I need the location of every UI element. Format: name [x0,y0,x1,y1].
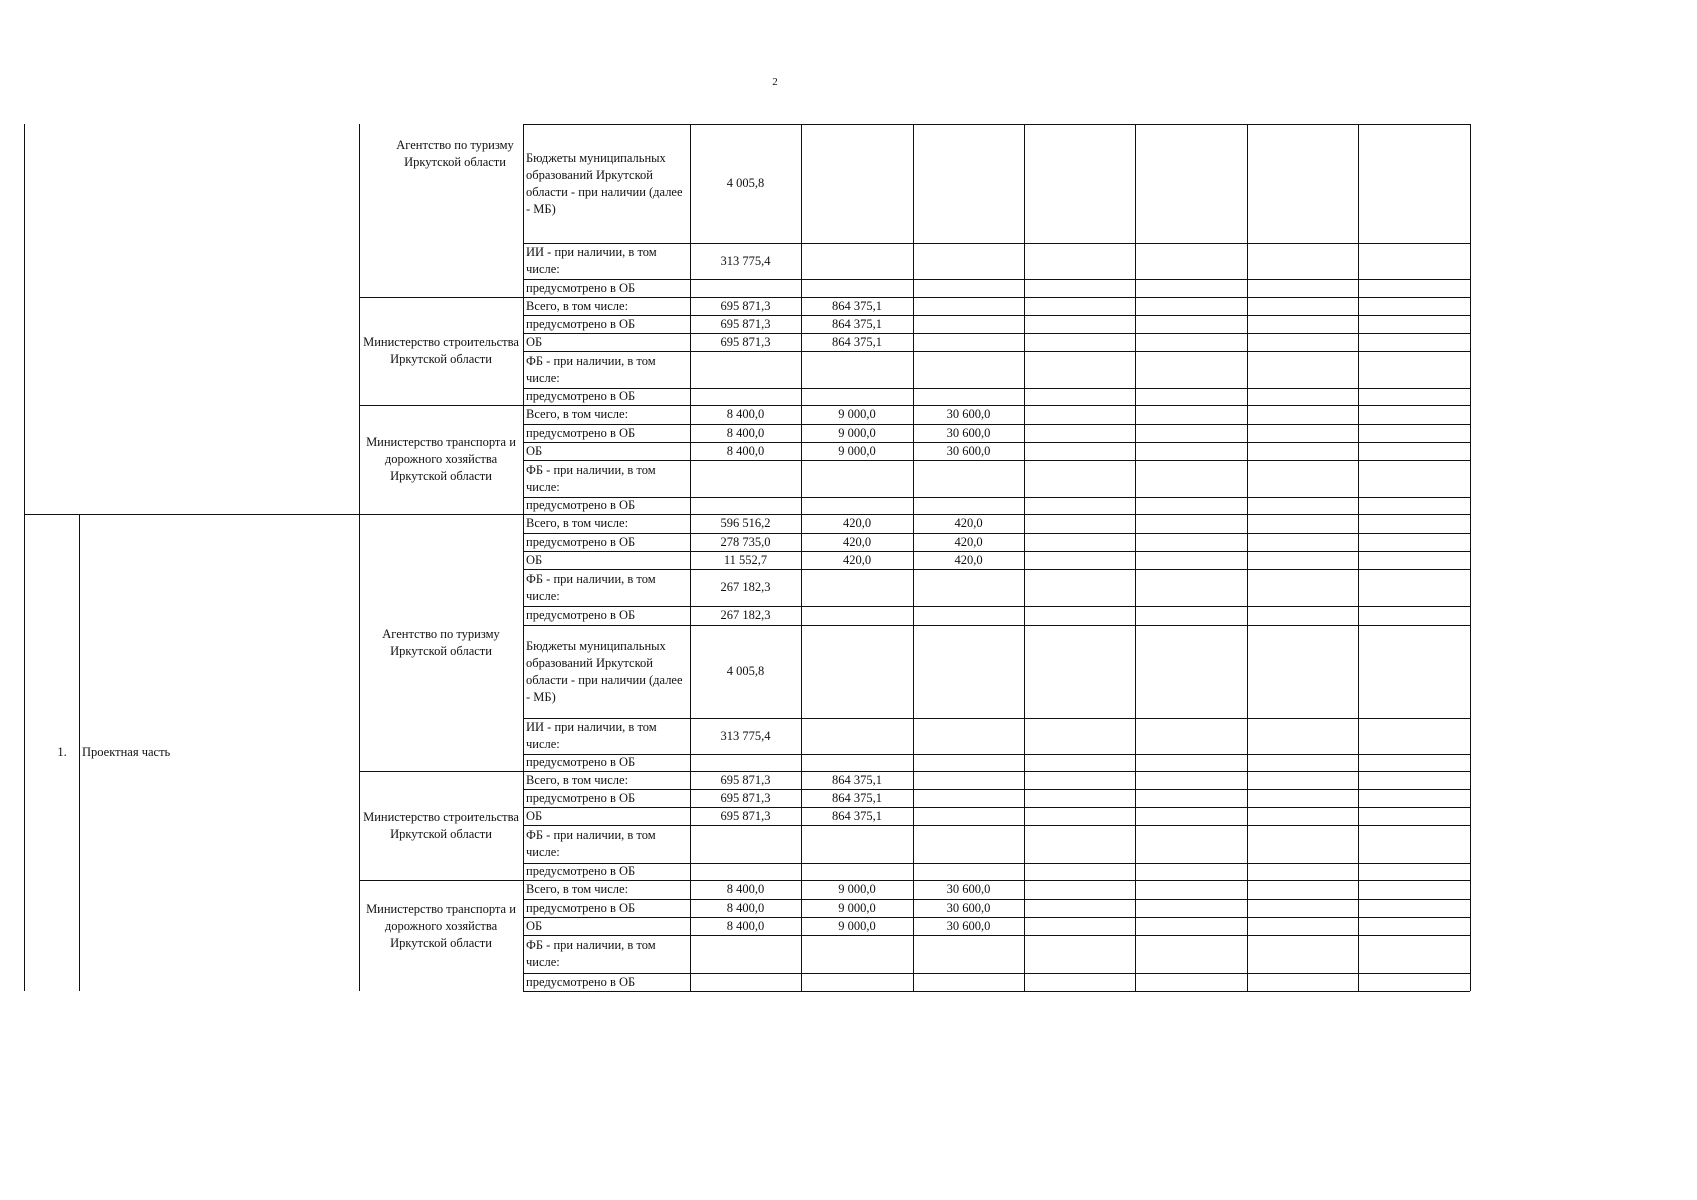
value-cell: 30 600,0 [946,900,991,915]
value-cell: 596 516,2 [720,516,771,530]
row-label: ФБ - при наличии, в том числе: [526,938,656,969]
row-label: Бюджеты муниципальных образований Иркутской области - при наличии (далее - МБ) [526,150,683,216]
value-cell: 9 000,0 [838,918,876,933]
row-label: Всего, в том числе: [526,882,629,896]
row-border [523,991,1470,992]
row-label: ФБ - при наличии, в том числе: [526,571,656,603]
row-label: предусмотрено в ОБ [526,534,636,549]
section-title: Проектная часть [82,745,171,759]
row-label: предусмотрено в ОБ [526,755,636,769]
row-label: Всего, в том числе: [526,298,629,313]
page-number: 2 [772,76,778,88]
value-cell: 8 400,0 [726,425,765,440]
value-cell: 30 600,0 [946,443,991,458]
row-label: Всего, в том числе: [526,772,629,787]
value-cell: 8 400,0 [726,407,765,421]
value-cell: 420,0 [842,552,872,567]
value-cell: 420,0 [954,534,983,549]
row-label: предусмотрено в ОБ [526,608,636,622]
org-name: Агентство по туризму Иркутской области [382,627,500,658]
value-cell: 420,0 [954,552,983,567]
value-cell: 267 182,3 [720,580,771,594]
value-cell: 864 375,1 [832,334,882,349]
row-label: ФБ - при наличии, в том числе: [526,828,656,859]
row-label: предусмотрено в ОБ [526,498,636,512]
value-cell: 30 600,0 [946,918,991,933]
value-cell: 420,0 [842,534,872,549]
row-label: предусмотрено в ОБ [526,280,636,295]
name-column-border [359,124,360,991]
value-column-border [1470,124,1471,991]
value-cell: 695 871,3 [720,334,771,349]
value-column-border [1358,124,1359,991]
org-name: Министерство транспорта и дорожного хозяйства Иркутской области [366,435,516,483]
value-cell: 8 400,0 [726,900,765,915]
value-cell: 9 000,0 [838,900,876,915]
value-column-border [1135,124,1136,991]
value-cell: 9 000,0 [838,882,876,896]
row-label: ОБ [526,334,543,349]
row-label: ФБ - при наличии, в том числе: [526,353,656,385]
value-cell: 30 600,0 [946,425,991,440]
org-name: Министерство строительства Иркутской области [363,335,519,366]
value-cell: 30 600,0 [946,407,991,421]
row-label: предусмотрено в ОБ [526,790,636,805]
row-label: ОБ [526,918,543,933]
org-name: Агентство по туризму Иркутской области [396,138,514,169]
value-cell: 267 182,3 [720,608,771,622]
value-cell: 30 600,0 [946,882,991,896]
org-name: Министерство транспорта и дорожного хозяйства Иркутской области [366,902,516,950]
number-column-border [79,514,80,991]
value-cell: 11 552,7 [723,552,768,567]
value-cell: 8 400,0 [726,443,765,458]
row-label: Всего, в том числе: [526,407,629,421]
value-cell: 864 375,1 [832,772,882,787]
section-number: 1. [57,745,67,759]
value-cell: 864 375,1 [832,316,882,331]
value-column-border [1247,124,1248,991]
value-cell: 4 005,8 [726,176,765,190]
table-left-border [24,124,25,991]
row-label: предусмотрено в ОБ [526,389,636,403]
value-cell: 9 000,0 [838,425,876,440]
value-cell: 8 400,0 [726,882,765,896]
value-cell: 278 735,0 [720,534,771,549]
row-label: ФБ - при наличии, в том числе: [526,462,656,494]
value-cell: 864 375,1 [832,790,882,805]
row-label: предусмотрено в ОБ [526,974,636,989]
value-cell: 864 375,1 [832,808,882,823]
row-label: ИИ - при наличии, в том числе: [526,720,657,751]
row-label: предусмотрено в ОБ [526,864,636,878]
value-cell: 313 775,4 [720,253,771,268]
value-cell: 695 871,3 [720,790,771,805]
value-cell: 695 871,3 [720,808,771,823]
value-cell: 8 400,0 [726,918,765,933]
row-label: ОБ [526,552,543,567]
value-cell: 313 775,4 [720,728,771,743]
row-label: предусмотрено в ОБ [526,425,636,440]
row-label: Бюджеты муниципальных образований Иркутской области - при наличии (далее - МБ) [526,638,683,704]
value-cell: 420,0 [954,516,983,530]
row-label: ОБ [526,443,543,458]
value-cell: 864 375,1 [832,298,882,313]
value-cell: 695 871,3 [720,316,771,331]
value-cell: 420,0 [842,516,872,530]
row-label: предусмотрено в ОБ [526,316,636,331]
value-cell: 4 005,8 [726,664,765,678]
row-label: предусмотрено в ОБ [526,900,636,915]
org-column-border [523,124,524,991]
row-label: Всего, в том числе: [526,516,629,530]
value-cell: 695 871,3 [720,772,771,787]
row-label: ОБ [526,808,543,823]
value-cell: 695 871,3 [720,298,771,313]
value-cell: 9 000,0 [838,443,876,458]
row-label: ИИ - при наличии, в том числе: [526,245,657,276]
value-cell: 9 000,0 [838,407,876,421]
value-column-border [1024,124,1025,991]
org-name: Министерство строительства Иркутской области [363,809,519,841]
